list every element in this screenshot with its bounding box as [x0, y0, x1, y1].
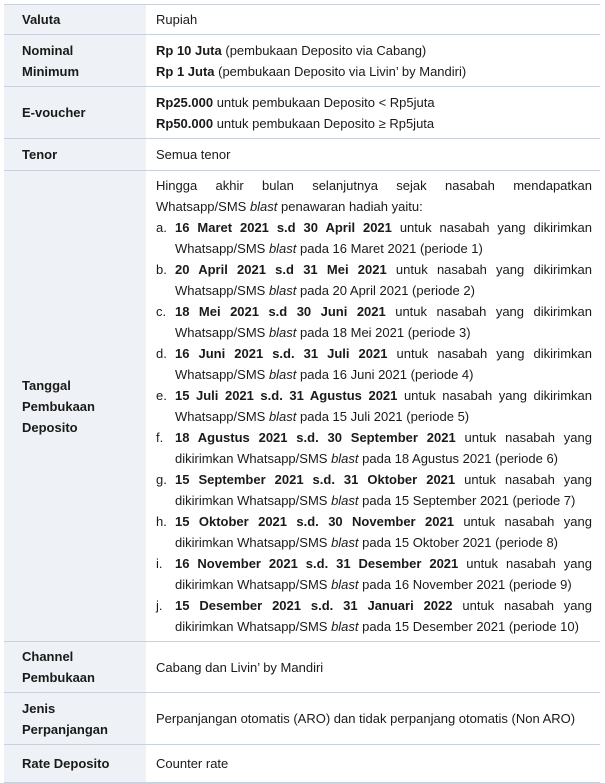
- period-item: [156, 469, 592, 511]
- period-item: [156, 385, 592, 427]
- period-item: [156, 553, 592, 595]
- period-text: 16 Juni 2021 s.d. 31 Juli 2021 untuk nasabah yang dikirimkan Whatsapp/SMS blast pada 16 Juni 2021 (periode 4): [175, 346, 592, 382]
- period-text: 18 Mei 2021 s.d 30 Juni 2021 untuk nasabah yang dikirimkan Whatsapp/SMS blast pada 18 Mei 2021 (periode 3): [175, 304, 593, 340]
- period-text: 16 Maret 2021 s.d 30 April 2021 untuk nasabah yang dikirimkan Whatsapp/SMS blast pada 16 Maret 2021 (periode 1): [175, 220, 592, 256]
- period-marker: f.: [156, 430, 164, 445]
- period-marker: b.: [156, 262, 167, 277]
- period-text: 15 Desember 2021 s.d. 31 Januari 2022 untuk nasabah yang dikirimkan Whatsapp/SMS blast pada 15 Desember 2021 (periode 10): [175, 598, 592, 634]
- evoucher-line-1: Rp25.000 untuk pembukaan Deposito < Rp5juta: [156, 94, 435, 110]
- value-tenor: Semua tenor: [146, 139, 600, 171]
- nominal-line-livin: Rp 1 Juta (pembukaan Deposito via Livin’ by Mandiri): [156, 63, 467, 79]
- period-marker: g.: [156, 472, 167, 487]
- label-text: Tanggal Pembukaan Deposito: [22, 377, 95, 435]
- period-item: [156, 511, 592, 553]
- label-tenor: Tenor: [4, 139, 146, 171]
- period-item: [156, 427, 592, 469]
- label-text: Jenis Perpanjangan: [22, 700, 108, 737]
- tanggal-intro: Hingga akhir bulan selanjutnya sejak nasabah mendapatkan Whatsapp/SMS blast penawaran hadiah yaitu:: [156, 178, 592, 214]
- label-evoucher: E-voucher: [4, 87, 146, 139]
- label-jenis-perpanjangan: [4, 693, 146, 745]
- period-marker: i.: [156, 556, 163, 571]
- value-valuta: Rupiah: [146, 5, 600, 35]
- row-channel-pembukaan: [4, 642, 600, 693]
- row-evoucher: [4, 87, 600, 139]
- period-text: 15 September 2021 s.d. 31 Oktober 2021 untuk nasabah yang dikirimkan Whatsapp/SMS blast pada 15 September 2021 (periode 7): [175, 472, 592, 508]
- label-nominal-minimum: [4, 35, 146, 87]
- period-text: 18 Agustus 2021 s.d. 30 September 2021 untuk nasabah yang dikirimkan Whatsapp/SMS blast pada 18 Agustus 2021 (periode 6): [175, 430, 592, 466]
- period-item: [156, 595, 592, 637]
- period-item: [156, 301, 592, 343]
- period-text: 15 Juli 2021 s.d. 31 Agustus 2021 untuk nasabah yang dikirimkan Whatsapp/SMS blast pada 15 Juli 2021 (periode 5): [175, 388, 592, 424]
- row-rate-deposito: [4, 745, 600, 783]
- period-marker: e.: [156, 388, 167, 403]
- period-marker: a.: [156, 220, 167, 235]
- label-text: Nominal Minimum: [22, 42, 80, 79]
- row-valuta: [4, 5, 600, 35]
- row-nominal-minimum: [4, 35, 600, 87]
- nominal-line-cabang: Rp 10 Juta (pembukaan Deposito via Cabang): [156, 42, 427, 58]
- value-jenis-perpanjangan: Perpanjangan otomatis (ARO) dan tidak perpanjang otomatis (Non ARO): [146, 693, 600, 745]
- row-tenor: [4, 139, 600, 171]
- period-marker: h.: [156, 514, 167, 529]
- period-item: [156, 259, 592, 301]
- label-rate-deposito: Rate Deposito: [4, 745, 146, 783]
- period-list: [156, 217, 592, 637]
- label-tanggal-pembukaan: [4, 171, 146, 642]
- row-jenis-perpanjangan: [4, 693, 600, 745]
- period-marker: d.: [156, 346, 167, 361]
- evoucher-line-2: Rp50.000 untuk pembukaan Deposito ≥ Rp5juta: [156, 115, 435, 131]
- period-text: 15 Oktober 2021 s.d. 30 November 2021 untuk nasabah yang dikirimkan Whatsapp/SMS blast pada 15 Oktober 2021 (periode 8): [175, 514, 592, 550]
- period-text: 16 November 2021 s.d. 31 Desember 2021 untuk nasabah yang dikirimkan Whatsapp/SMS blast pada 16 November 2021 (periode 9): [175, 556, 592, 592]
- period-item: [156, 217, 592, 259]
- value-nominal-minimum: [146, 35, 600, 87]
- label-channel-pembukaan: [4, 642, 146, 693]
- value-evoucher: [146, 87, 600, 139]
- row-tanggal-pembukaan: [4, 171, 600, 642]
- label-valuta: Valuta: [4, 5, 146, 35]
- period-item: [156, 343, 592, 385]
- label-text: Channel Pembukaan: [22, 649, 95, 685]
- value-channel-pembukaan: Cabang dan Livin’ by Mandiri: [146, 642, 600, 693]
- value-tanggal-pembukaan: [146, 171, 600, 642]
- value-rate-deposito: Counter rate: [146, 745, 600, 783]
- deposit-info-table: [4, 4, 600, 783]
- period-marker: c.: [156, 304, 167, 319]
- period-marker: j.: [156, 598, 163, 613]
- period-text: 20 April 2021 s.d 31 Mei 2021 untuk nasabah yang dikirimkan Whatsapp/SMS blast pada 20 April 2021 (periode 2): [175, 262, 592, 298]
